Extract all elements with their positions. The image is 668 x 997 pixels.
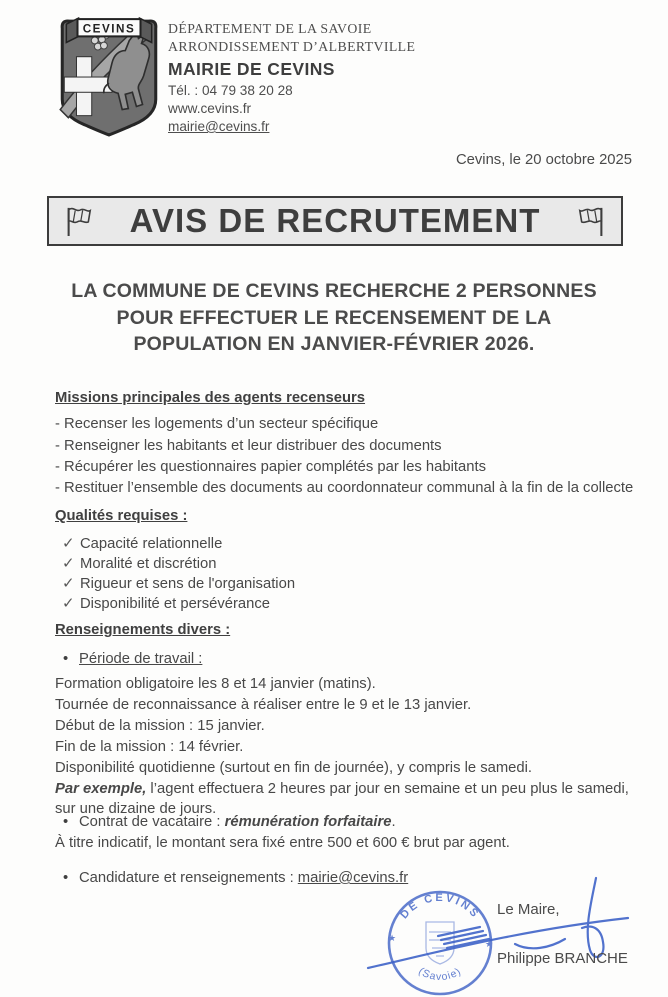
missions-title: Missions principales des agents recenseurs — [55, 390, 366, 406]
mission-item: - Renseigner les habitants et leur distribuer des documents — [55, 437, 442, 454]
contrat-label: Contrat de vacataire : — [79, 814, 225, 830]
periode-line: Disponibilité quotidienne (surtout en fin de journée), y compris le samedi. — [55, 759, 533, 776]
renseignements-title: Renseignements divers : — [55, 622, 231, 638]
candidature-email-link[interactable]: mairie@cevins.fr — [297, 870, 409, 886]
qualites-title: Qualités requises : — [55, 508, 188, 524]
contrat-block — [55, 812, 641, 855]
periode-details — [55, 674, 641, 820]
headline-line: LA COMMUNE DE CEVINS RECHERCHE 2 PERSONNES — [71, 280, 597, 302]
qualites-list — [55, 534, 641, 614]
department-line: DÉPARTEMENT DE LA SAVOIE — [168, 21, 372, 36]
check-icon: ✓ — [62, 596, 75, 613]
qualite-item: Disponibilité et persévérance — [80, 596, 270, 613]
title-banner — [47, 196, 623, 246]
stamp-star-icon: ★ — [388, 933, 397, 943]
bullet-icon: • — [63, 814, 69, 830]
signature-scribble — [360, 868, 662, 994]
check-icon: ✓ — [62, 576, 75, 593]
cevins-coat-of-arms — [56, 12, 162, 138]
qualite-item: Rigueur et sens de l'organisation — [80, 576, 296, 593]
place-date: Cevins, le 20 octobre 2025 — [455, 152, 632, 168]
periode-line: Formation obligatoire les 8 et 14 janvier (matins). — [55, 676, 376, 692]
mission-item: - Restituer l’ensemble des documents au coordonnateur communal à la fin de la collecte — [55, 480, 634, 497]
qualite-item: Capacité relationnelle — [80, 536, 223, 553]
banner-title: AVIS DE RECRUTEMENT — [129, 202, 541, 239]
contrat-period: . — [391, 814, 396, 830]
bullet-icon: • — [63, 870, 69, 886]
periode-label: Période de travail : — [79, 651, 203, 668]
coat-of-arms-label: CEVINS — [82, 22, 136, 36]
contrat-detail: À titre indicatif, le montant sera fixé entre 500 et 600 € brut par agent. — [55, 835, 510, 852]
periode-line: Tournée de reconnaissance à réaliser entre le 9 et le 13 janvier. — [55, 696, 472, 713]
bullet-icon: • — [63, 651, 69, 668]
stamp-arc-top-text: DE CEVINS — [398, 891, 482, 922]
section-missions — [55, 388, 641, 499]
check-icon: ✓ — [62, 556, 75, 573]
flag-icon — [577, 204, 607, 238]
header-email-link[interactable]: mairie@cevins.fr — [168, 119, 270, 134]
section-renseignements — [55, 620, 641, 671]
periode-heading — [55, 649, 641, 670]
stamp-star-icon: ★ — [485, 939, 494, 949]
periode-line: Début de la mission : 15 janvier. — [55, 717, 265, 734]
section-qualites — [55, 506, 641, 614]
contrat-emphasis: rémunération forfaitaire — [224, 814, 392, 830]
signature-name: Philippe BRANCHE — [497, 950, 628, 967]
candidature-label: Candidature et renseignements : — [79, 870, 298, 886]
stamp-arc-bottom-text: (Savoie) — [416, 965, 464, 984]
website-line: www.cevins.fr — [168, 101, 252, 116]
headline-line: POPULATION EN JANVIER-FÉVRIER 2026. — [133, 333, 535, 355]
contrat-line — [55, 812, 641, 833]
headline — [44, 278, 624, 358]
signature-role: Le Maire, — [497, 901, 560, 918]
mission-item: - Récupérer les questionnaires papier complétés par les habitants — [55, 458, 486, 475]
example-lead: Par exemple, — [55, 780, 147, 797]
phone-line: Tél. : 04 79 38 20 28 — [168, 83, 293, 98]
example-rest: l’agent effectuera 2 heures par jour en semaine et un peu plus le samedi, sur une dizaine de jours. — [55, 780, 629, 818]
missions-list — [55, 414, 641, 499]
letterhead — [168, 20, 415, 136]
check-icon: ✓ — [62, 536, 75, 553]
mairie-name: MAIRIE DE CEVINS — [168, 59, 335, 79]
mission-item: - Recenser les logements d’un secteur spécifique — [55, 416, 379, 433]
flag-icon — [63, 204, 93, 238]
headline-line: POUR EFFECTUER LE RECENSEMENT DE LA — [116, 306, 552, 329]
periode-line: Fin de la mission : 14 février. — [55, 738, 244, 755]
arrondissement-line: ARRONDISSEMENT D’ALBERTVILLE — [168, 39, 416, 54]
qualite-item: Moralité et discrétion — [80, 556, 217, 573]
